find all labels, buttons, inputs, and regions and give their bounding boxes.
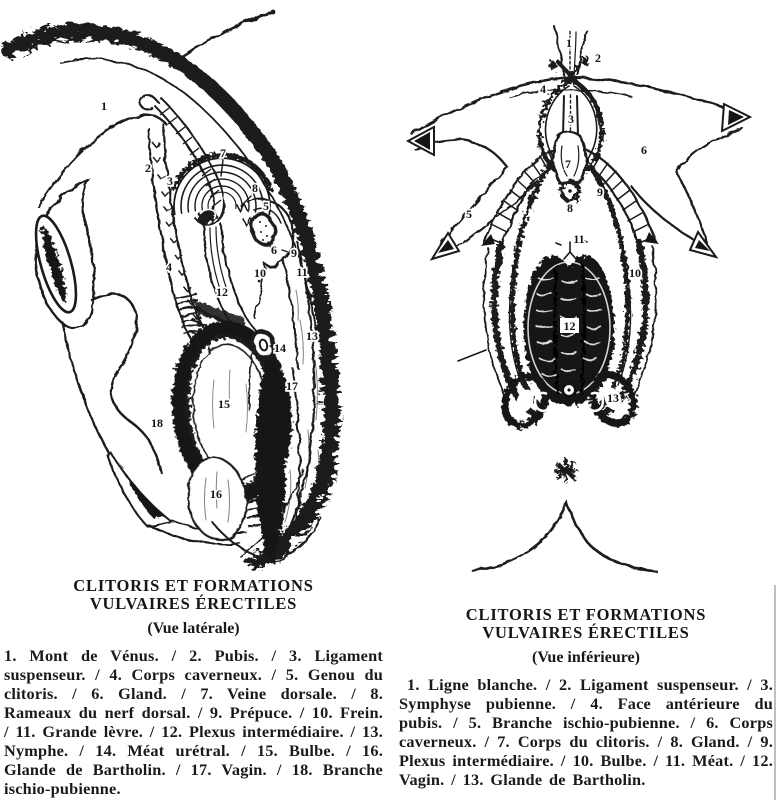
caption-inferior-title-line2: VULVAIRES ÉRECTILES — [482, 623, 690, 642]
figure-label: 13 — [306, 329, 318, 343]
figure-label: 16 — [210, 487, 222, 501]
figure-label: 8 — [567, 201, 573, 215]
figure-label: 7 — [565, 157, 571, 171]
cut-cylinder — [28, 180, 94, 328]
figure-label: 13 — [607, 391, 619, 405]
figure-label: 6 — [271, 243, 277, 257]
figure-label: 17 — [286, 379, 298, 393]
caption-inferior-title-line1: CLITORIS ET FORMATIONS — [465, 605, 707, 624]
figure-label: 9 — [597, 185, 603, 199]
figure-label: 10 — [629, 266, 641, 280]
gluteal-fold-curve — [473, 503, 656, 571]
figure-label: 7 — [220, 146, 226, 160]
figure-label: 4 — [166, 260, 172, 274]
figure-label: 14 — [274, 341, 286, 355]
figure-lateral-view — [0, 0, 390, 578]
figure-label: 3 — [167, 174, 173, 188]
bulb-leader-line — [458, 350, 486, 361]
caption-lateral-legend: 1. Mont de Vénus. / 2. Pubis. / 3. Ligament suspenseur. / 4. Corps caverneux. / 5. Genou du clitoris. / 6. Gland. / 7. Veine dorsale. / 8. Rameaux du nerf dorsal. / 9. Prépuce. / 10. Frein. / 11. Grande lèvre. / 12. Plexus intermédiaire. / 13. Nymphe. / 14. Méat urétral. / 15. Bulbe. / 16. Glande de Bartholin. / 17. Vagin. / 18. Branche ischio-pubienne. — [4, 646, 383, 798]
figure-label: 6 — [641, 143, 647, 157]
caption-lateral-subtitle: (Vue latérale) — [147, 620, 240, 637]
figure-inferior-view — [388, 0, 775, 578]
caption-inferior-subtitle: (Vue inférieure) — [532, 649, 640, 666]
caption-lateral — [4, 577, 383, 798]
figure-label: 2 — [145, 161, 151, 175]
figure-label: 4 — [540, 82, 546, 96]
figure-label: 8 — [252, 181, 258, 195]
figure-label: 1 — [101, 99, 107, 113]
figure-label: 15 — [218, 397, 230, 411]
caption-inferior — [399, 606, 773, 789]
caption-lateral-title-line2: VULVAIRES ÉRECTILES — [89, 594, 298, 613]
page-scan-edge — [774, 585, 776, 800]
figure-label: 5 — [263, 199, 269, 213]
figure-label: 11 — [573, 232, 585, 246]
figure-label: 18 — [151, 416, 163, 430]
figure-label: 2 — [595, 51, 601, 65]
caption-inferior-legend: 1. Ligne blanche. / 2. Ligament suspenseur. / 3. Symphyse pubienne. / 4. Face antérieure du pubis. / 5. Branche ischio-pubienne. / 6. Corps caverneux. / 7. Corps du clitoris. / 8. Gland. / 9. Plexus intermédiaire. / 10. Bulbe. / 11. Méat. / 12. Vagin. / 13. Glande de Bartholin. — [399, 675, 773, 789]
figure-label: 11 — [296, 265, 308, 279]
figure-label: 9 — [291, 246, 297, 260]
figure-label: 1 — [566, 36, 572, 50]
figure-label: 5 — [466, 207, 472, 221]
frenulum-leader-dot — [258, 280, 261, 283]
figure-label: 10 — [254, 266, 266, 280]
figure-label: 12 — [216, 285, 228, 299]
caption-lateral-title-line1: CLITORIS ET FORMATIONS — [73, 576, 314, 595]
anus-star — [555, 460, 577, 482]
figure-label: 3 — [568, 112, 574, 126]
figure-label: 12 — [563, 319, 576, 333]
